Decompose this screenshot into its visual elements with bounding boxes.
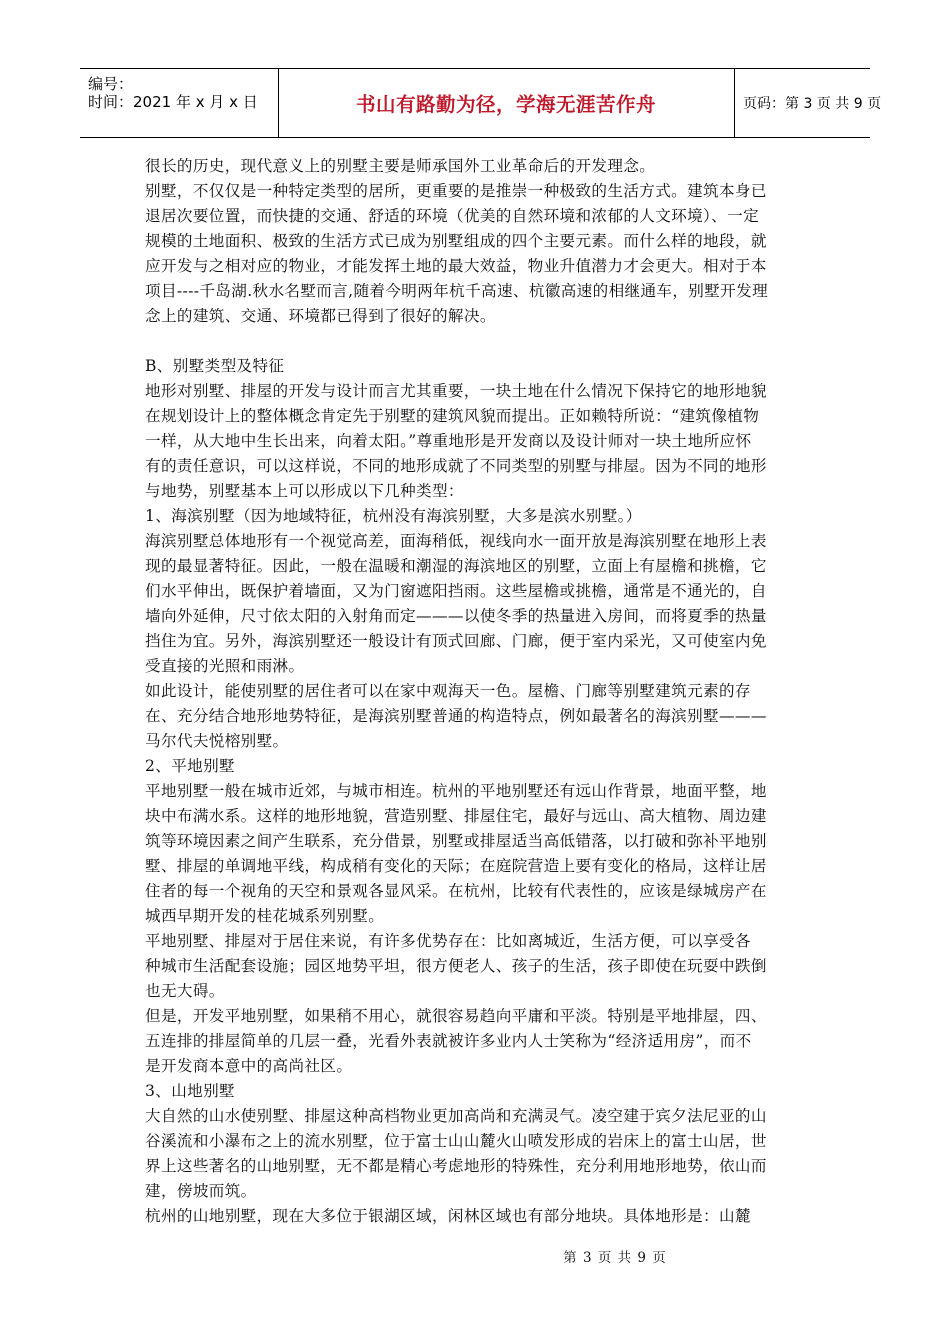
body-text-line: 念上的建筑、交通、环境都已得到了很好的解决。 [145, 307, 496, 325]
body-text-line: 与地势，别墅基本上可以形成以下几种类型： [145, 482, 464, 500]
body-text-line: 城西早期开发的桂花城系列别墅。 [145, 907, 385, 925]
body-text-line: 项目----千岛湖.秋水名墅而言,随着今明两年杭千高速、杭徽高速的相继通车，别墅开发理 [145, 282, 769, 300]
header-page-cell [735, 69, 882, 137]
body-text-line: 但是，开发平地别墅，如果稍不用心，就很容易趋向平庸和平淡。特别是平地排屋，四、 [145, 1007, 767, 1025]
body-text-line: B、别墅类型及特征 [145, 357, 285, 375]
blank-line [145, 329, 815, 354]
body-text-line: 3、山地别墅 [145, 1082, 235, 1100]
body-text-line: 别墅，不仅仅是一种特定类型的居所，更重要的是推崇一种极致的生活方式。建筑本身已 [145, 182, 767, 200]
header-meta-cell [80, 69, 279, 137]
body-text-line: 建，傍坡而筑。 [145, 1182, 257, 1200]
body-text-line: 杭州的山地别墅，现在大多位于银湖区域，闲林区域也有部分地块。具体地形是：山麓 [145, 1207, 751, 1225]
body-text-line: 地形对别墅、排屋的开发与设计而言尤其重要，一块土地在什么情况下保持它的地形地貌 [145, 382, 767, 400]
body-text-line: 在规划设计上的整体概念肯定先于别墅的建筑风貌而提出。正如赖特所说：“建筑像植物 [145, 407, 760, 425]
body-text-line: 是开发商本意中的高尚社区。 [145, 1057, 353, 1075]
document-date-label: 时间：2021 年 x 月 x 日 [88, 93, 258, 111]
header-motto-cell [278, 69, 735, 137]
body-text-line: 应开发与之相对应的物业，才能发挥土地的最大效益，物业升值潜力才会更大。相对于本 [145, 257, 767, 275]
body-text-line: 现的最显著特征。因此，一般在温暖和潮湿的海滨地区的别墅，立面上有屋檐和挑檐，它 [145, 557, 767, 575]
body-text-line: 五连排的排屋简单的几层一叠，光看外表就被许多业内人士笑称为“经济适用房”，而不 [145, 1032, 752, 1050]
document-body [145, 154, 815, 1229]
header-motto: 书山有路勤为径，学海无涯苦作舟 [355, 93, 656, 116]
body-text-line: 墙向外延伸，尺寸依太阳的入射角而定———以使冬季的热量进入房间，而将夏季的热量 [145, 607, 767, 625]
body-text-line: 退居次要位置，而快捷的交通、舒适的环境（优美的自然环境和浓郁的人文环境）、一定 [145, 207, 760, 225]
document-number-label: 编号： [88, 75, 134, 93]
body-text-line: 挡住为宜。另外，海滨别墅还一般设计有顶式回廊、门廊，便于室内采光，又可使室内免 [145, 632, 767, 650]
body-text-line: 块中布满水系。这样的地形地貌，营造别墅、排屋住宅，最好与远山、高大植物、周边建 [145, 807, 767, 825]
header-page-code: 页码：第 3 页 共 9 页 [743, 96, 882, 112]
body-text-line: 很长的历史，现代意义上的别墅主要是师承国外工业革命后的开发理念。 [145, 157, 656, 175]
body-text-line: 们水平伸出，既保护着墙面，又为门窗遮阳挡雨。这些屋檐或挑檐，通常是不通光的，自 [145, 582, 767, 600]
body-text-line: 受直接的光照和雨淋。 [145, 657, 305, 675]
body-text-line: 界上这些著名的山地别墅，无不都是精心考虑地形的特殊性，充分利用地形地势，依山而 [145, 1157, 767, 1175]
body-text-line: 在、充分结合地形地势特征，是海滨别墅普通的构造特点，例如最著名的海滨别墅——— [145, 707, 767, 725]
body-text-line: 平地别墅、排屋对于居住来说，有许多优势存在：比如离城近，生活方便，可以享受各 [145, 932, 751, 950]
body-text-line: 谷溪流和小瀑布之上的流水别墅，位于富士山山麓火山喷发形成的岩床上的富士山居，世 [145, 1132, 767, 1150]
body-text-line: 一样，从大地中生长出来，向着太阳。”尊重地形是开发商以及设计师对一块土地所应怀 [145, 432, 752, 450]
body-text-line: 如此设计，能使别墅的居住者可以在家中观海天一色。屋檐、门廊等别墅建筑元素的存 [145, 682, 751, 700]
body-text-line: 也无大碍。 [145, 982, 225, 1000]
page-header [80, 68, 882, 138]
body-text-line: 大自然的山水使别墅、排屋这种高档物业更加高尚和充满灵气。凌空建于宾夕法尼亚的山 [145, 1107, 767, 1125]
body-text-line: 住者的每一个视角的天空和景观各显风采。在杭州，比较有代表性的，应该是绿城房产在 [145, 882, 767, 900]
body-text-line: 平地别墅一般在城市近郊，与城市相连。杭州的平地别墅还有远山作背景，地面平整，地 [145, 782, 767, 800]
page-footer [0, 1246, 950, 1266]
body-text-line: 2、平地别墅 [145, 757, 235, 775]
body-text-line: 马尔代夫悦榕别墅。 [145, 732, 289, 750]
body-text-line: 种城市生活配套设施；园区地势平坦，很方便老人、孩子的生活，孩子即使在玩耍中跌倒 [145, 957, 767, 975]
body-text-line: 筑等环境因素之间产生联系，充分借景，别墅或排屋适当高低错落，以打破和弥补平地别 [145, 832, 767, 850]
body-text-line: 规模的土地面积、极致的生活方式已成为别墅组成的四个主要元素。而什么样的地段，就 [145, 232, 767, 250]
body-text-line: 墅、排屋的单调地平线，构成稍有变化的天际；在庭院营造上要有变化的格局，这样让居 [145, 857, 767, 875]
body-text-line: 1、海滨别墅（因为地域特征，杭州没有海滨别墅，大多是滨水别墅。） [145, 507, 642, 525]
footer-page-number: 第 3 页 共 9 页 [563, 1250, 667, 1266]
body-text-line: 海滨别墅总体地形有一个视觉高差，面海稍低，视线向水一面开放是海滨别墅在地形上表 [145, 532, 767, 550]
body-text-line: 有的责任意识，可以这样说，不同的地形成就了不同类型的别墅与排屋。因为不同的地形 [145, 457, 767, 475]
